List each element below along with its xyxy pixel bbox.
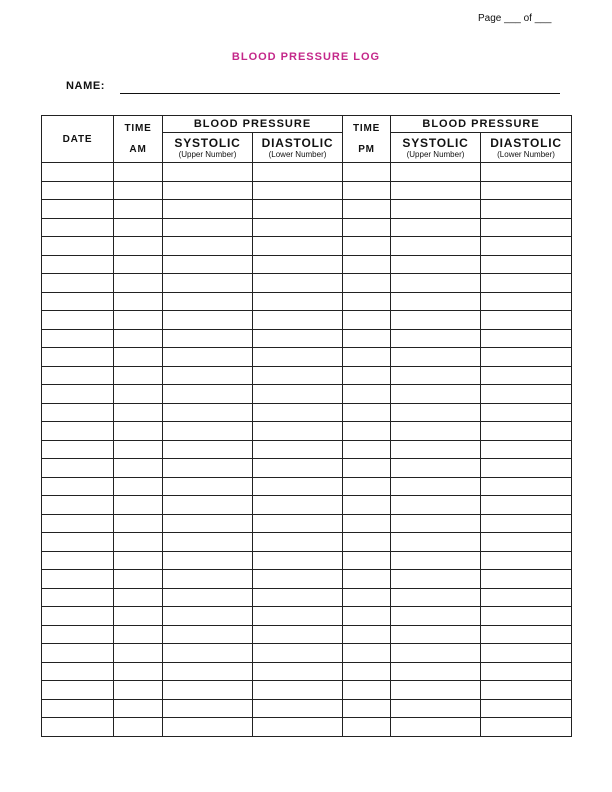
systolic-pm-cell[interactable]: [391, 422, 481, 441]
date-cell[interactable]: [42, 662, 114, 681]
diastolic-pm-cell[interactable]: [481, 681, 572, 700]
date-cell[interactable]: [42, 218, 114, 237]
table-row: [42, 514, 572, 533]
time-pm-cell[interactable]: [343, 311, 391, 330]
date-cell[interactable]: [42, 329, 114, 348]
diastolic-am-cell[interactable]: [253, 662, 343, 681]
date-cell[interactable]: [42, 311, 114, 330]
time-pm-cell[interactable]: [343, 662, 391, 681]
systolic-am-cell[interactable]: [163, 255, 253, 274]
systolic-am-cell[interactable]: [163, 588, 253, 607]
systolic-am-cell[interactable]: [163, 163, 253, 182]
date-cell[interactable]: [42, 607, 114, 626]
diastolic-am-cell[interactable]: [253, 292, 343, 311]
table-row: [42, 625, 572, 644]
time-pm-cell[interactable]: [343, 329, 391, 348]
table-row: [42, 699, 572, 718]
systolic-pm-cell[interactable]: [391, 514, 481, 533]
diastolic-am-cell[interactable]: [253, 422, 343, 441]
diastolic-pm-cell[interactable]: [481, 662, 572, 681]
table-row: [42, 181, 572, 200]
time-am-cell[interactable]: [114, 514, 163, 533]
date-cell[interactable]: [42, 496, 114, 515]
systolic-pm-cell[interactable]: [391, 255, 481, 274]
diastolic-am-cell[interactable]: [253, 200, 343, 219]
diastolic-am-cell[interactable]: [253, 718, 343, 737]
diastolic-pm-label: DIASTOLIC: [490, 135, 562, 150]
systolic-pm-cell[interactable]: [391, 237, 481, 256]
time-am-column-header: [114, 116, 163, 163]
diastolic-pm-cell[interactable]: [481, 218, 572, 237]
systolic-pm-cell[interactable]: [391, 681, 481, 700]
time-pm-cell[interactable]: [343, 255, 391, 274]
date-cell[interactable]: [42, 625, 114, 644]
systolic-am-cell[interactable]: [163, 644, 253, 663]
diastolic-pm-cell[interactable]: [481, 570, 572, 589]
diastolic-pm-cell[interactable]: [481, 237, 572, 256]
systolic-am-cell[interactable]: [163, 292, 253, 311]
systolic-pm-cell[interactable]: [391, 348, 481, 367]
diastolic-am-cell[interactable]: [253, 459, 343, 478]
systolic-pm-cell[interactable]: [391, 477, 481, 496]
diastolic-am-cell[interactable]: [253, 274, 343, 293]
date-cell[interactable]: [42, 366, 114, 385]
systolic-am-cell[interactable]: [163, 533, 253, 552]
time-pm-cell[interactable]: [343, 237, 391, 256]
diastolic-am-cell[interactable]: [253, 348, 343, 367]
systolic-pm-cell[interactable]: [391, 459, 481, 478]
systolic-pm-cell[interactable]: [391, 385, 481, 404]
date-cell[interactable]: [42, 274, 114, 293]
systolic-am-header: [163, 133, 253, 163]
systolic-am-cell[interactable]: [163, 718, 253, 737]
date-cell[interactable]: [42, 181, 114, 200]
time-am-cell[interactable]: [114, 570, 163, 589]
time-pm-cell[interactable]: [343, 348, 391, 367]
time-am-cell[interactable]: [114, 459, 163, 478]
table-row: [42, 570, 572, 589]
diastolic-am-cell[interactable]: [253, 625, 343, 644]
systolic-pm-header: [391, 133, 481, 163]
systolic-pm-cell[interactable]: [391, 403, 481, 422]
systolic-am-note: (Upper Number): [178, 149, 237, 159]
time-am-cell[interactable]: [114, 699, 163, 718]
diastolic-am-cell[interactable]: [253, 699, 343, 718]
diastolic-pm-cell[interactable]: [481, 366, 572, 385]
systolic-am-cell[interactable]: [163, 551, 253, 570]
diastolic-am-cell[interactable]: [253, 681, 343, 700]
systolic-pm-cell[interactable]: [391, 200, 481, 219]
time-pm-cell[interactable]: [343, 459, 391, 478]
systolic-am-cell[interactable]: [163, 440, 253, 459]
time-am-cell[interactable]: [114, 237, 163, 256]
systolic-am-cell[interactable]: [163, 570, 253, 589]
time-am-cell[interactable]: [114, 644, 163, 663]
systolic-pm-cell[interactable]: [391, 625, 481, 644]
time-pm-cell[interactable]: [343, 607, 391, 626]
time-am-cell[interactable]: [114, 551, 163, 570]
table-row: [42, 385, 572, 404]
time-pm-cell[interactable]: [343, 588, 391, 607]
date-cell[interactable]: [42, 255, 114, 274]
time-am-cell[interactable]: [114, 662, 163, 681]
diastolic-am-cell[interactable]: [253, 181, 343, 200]
table-row: [42, 218, 572, 237]
systolic-am-cell[interactable]: [163, 662, 253, 681]
time-pm-cell[interactable]: [343, 385, 391, 404]
date-cell[interactable]: [42, 570, 114, 589]
date-cell[interactable]: [42, 292, 114, 311]
time-pm-cell[interactable]: [343, 403, 391, 422]
table-row: [42, 533, 572, 552]
systolic-am-cell[interactable]: [163, 477, 253, 496]
table-row: [42, 237, 572, 256]
diastolic-am-cell[interactable]: [253, 403, 343, 422]
table-row: [42, 459, 572, 478]
diastolic-pm-note: (Lower Number): [497, 149, 555, 159]
date-cell[interactable]: [42, 551, 114, 570]
diastolic-pm-cell[interactable]: [481, 551, 572, 570]
diastolic-am-cell[interactable]: [253, 477, 343, 496]
systolic-pm-cell[interactable]: [391, 607, 481, 626]
time-am-cell[interactable]: [114, 348, 163, 367]
diastolic-pm-cell[interactable]: [481, 163, 572, 182]
time-pm-cell[interactable]: [343, 477, 391, 496]
time-am-cell[interactable]: [114, 477, 163, 496]
date-cell[interactable]: [42, 514, 114, 533]
table-row: [42, 422, 572, 441]
systolic-am-cell[interactable]: [163, 607, 253, 626]
page-title: BLOOD PRESSURE LOG: [231, 51, 381, 63]
time-am-header-top: TIME: [124, 122, 152, 134]
time-pm-cell[interactable]: [343, 181, 391, 200]
systolic-am-cell[interactable]: [163, 366, 253, 385]
systolic-pm-cell[interactable]: [391, 274, 481, 293]
table-row: [42, 200, 572, 219]
systolic-am-cell[interactable]: [163, 403, 253, 422]
time-pm-cell[interactable]: [343, 533, 391, 552]
time-am-cell[interactable]: [114, 292, 163, 311]
name-field-line[interactable]: [120, 93, 560, 94]
table-row: [42, 588, 572, 607]
systolic-am-cell[interactable]: [163, 274, 253, 293]
time-pm-cell[interactable]: [343, 292, 391, 311]
diastolic-pm-cell[interactable]: [481, 607, 572, 626]
time-pm-cell[interactable]: [343, 718, 391, 737]
time-pm-cell[interactable]: [343, 496, 391, 515]
diastolic-am-cell[interactable]: [253, 440, 343, 459]
bp-am-group-header: [163, 116, 343, 133]
diastolic-am-cell[interactable]: [253, 570, 343, 589]
diastolic-am-cell[interactable]: [253, 607, 343, 626]
diastolic-am-cell[interactable]: [253, 311, 343, 330]
diastolic-am-label: DIASTOLIC: [261, 135, 334, 150]
time-pm-cell[interactable]: [343, 699, 391, 718]
table-row: [42, 477, 572, 496]
date-column-header: [42, 116, 114, 163]
diastolic-pm-cell[interactable]: [481, 477, 572, 496]
date-cell[interactable]: [42, 348, 114, 367]
date-cell[interactable]: [42, 403, 114, 422]
table-row: [42, 274, 572, 293]
diastolic-am-cell[interactable]: [253, 218, 343, 237]
systolic-pm-cell[interactable]: [391, 163, 481, 182]
time-am-cell[interactable]: [114, 496, 163, 515]
diastolic-am-cell[interactable]: [253, 588, 343, 607]
date-cell[interactable]: [42, 459, 114, 478]
time-am-cell[interactable]: [114, 403, 163, 422]
diastolic-pm-cell[interactable]: [481, 625, 572, 644]
table-row: [42, 329, 572, 348]
systolic-am-cell[interactable]: [163, 385, 253, 404]
diastolic-am-header: [253, 133, 343, 163]
systolic-am-cell[interactable]: [163, 218, 253, 237]
time-am-cell[interactable]: [114, 385, 163, 404]
date-cell[interactable]: [42, 533, 114, 552]
diastolic-am-cell[interactable]: [253, 237, 343, 256]
date-cell[interactable]: [42, 718, 114, 737]
time-am-cell[interactable]: [114, 681, 163, 700]
diastolic-pm-cell[interactable]: [481, 292, 572, 311]
diastolic-pm-cell[interactable]: [481, 311, 572, 330]
diastolic-pm-cell[interactable]: [481, 255, 572, 274]
time-am-cell[interactable]: [114, 274, 163, 293]
diastolic-pm-cell[interactable]: [481, 496, 572, 515]
diastolic-am-cell[interactable]: [253, 496, 343, 515]
table-row: [42, 311, 572, 330]
time-pm-cell[interactable]: [343, 551, 391, 570]
systolic-pm-cell[interactable]: [391, 551, 481, 570]
time-am-cell[interactable]: [114, 366, 163, 385]
diastolic-am-note: (Lower Number): [268, 149, 327, 159]
diastolic-pm-cell[interactable]: [481, 533, 572, 552]
systolic-pm-cell[interactable]: [391, 496, 481, 515]
time-pm-cell[interactable]: [343, 366, 391, 385]
diastolic-pm-cell[interactable]: [481, 181, 572, 200]
table-row: [42, 662, 572, 681]
time-pm-cell[interactable]: [343, 422, 391, 441]
bp-pm-group-label: BLOOD PRESSURE: [422, 118, 540, 130]
time-am-cell[interactable]: [114, 607, 163, 626]
systolic-pm-cell[interactable]: [391, 718, 481, 737]
time-pm-cell[interactable]: [343, 681, 391, 700]
systolic-pm-cell[interactable]: [391, 218, 481, 237]
time-pm-column-header: [343, 116, 391, 163]
diastolic-pm-cell[interactable]: [481, 403, 572, 422]
diastolic-am-cell[interactable]: [253, 385, 343, 404]
time-pm-cell[interactable]: [343, 514, 391, 533]
diastolic-am-cell[interactable]: [253, 551, 343, 570]
systolic-am-cell[interactable]: [163, 311, 253, 330]
date-cell[interactable]: [42, 681, 114, 700]
table-row: [42, 607, 572, 626]
bp-pm-group-header: [391, 116, 572, 133]
time-pm-cell[interactable]: [343, 570, 391, 589]
systolic-am-cell[interactable]: [163, 459, 253, 478]
diastolic-pm-cell[interactable]: [481, 588, 572, 607]
systolic-pm-cell[interactable]: [391, 366, 481, 385]
blood-pressure-log-table: [41, 115, 572, 737]
time-am-cell[interactable]: [114, 200, 163, 219]
time-am-cell[interactable]: [114, 440, 163, 459]
diastolic-pm-cell[interactable]: [481, 274, 572, 293]
time-am-cell[interactable]: [114, 163, 163, 182]
systolic-pm-cell[interactable]: [391, 181, 481, 200]
time-pm-cell[interactable]: [343, 625, 391, 644]
diastolic-pm-cell[interactable]: [481, 699, 572, 718]
table-row: [42, 718, 572, 737]
systolic-pm-cell[interactable]: [391, 292, 481, 311]
time-pm-cell[interactable]: [343, 644, 391, 663]
date-cell[interactable]: [42, 422, 114, 441]
diastolic-pm-cell[interactable]: [481, 440, 572, 459]
time-pm-cell[interactable]: [343, 440, 391, 459]
table-row: [42, 163, 572, 182]
diastolic-pm-cell[interactable]: [481, 644, 572, 663]
systolic-pm-cell[interactable]: [391, 440, 481, 459]
date-cell[interactable]: [42, 699, 114, 718]
diastolic-pm-cell[interactable]: [481, 718, 572, 737]
date-cell[interactable]: [42, 200, 114, 219]
time-am-cell[interactable]: [114, 625, 163, 644]
systolic-am-cell[interactable]: [163, 181, 253, 200]
systolic-pm-cell[interactable]: [391, 329, 481, 348]
diastolic-am-cell[interactable]: [253, 533, 343, 552]
diastolic-am-cell[interactable]: [253, 255, 343, 274]
time-am-cell[interactable]: [114, 718, 163, 737]
time-am-header-bottom: AM: [129, 143, 147, 155]
systolic-am-cell[interactable]: [163, 496, 253, 515]
systolic-am-cell[interactable]: [163, 699, 253, 718]
time-pm-header-top: TIME: [352, 122, 381, 134]
systolic-am-cell[interactable]: [163, 237, 253, 256]
table-row: [42, 255, 572, 274]
time-am-cell[interactable]: [114, 181, 163, 200]
systolic-pm-cell[interactable]: [391, 588, 481, 607]
time-pm-header-bottom: PM: [358, 143, 375, 155]
systolic-pm-cell[interactable]: [391, 570, 481, 589]
time-am-cell[interactable]: [114, 422, 163, 441]
diastolic-pm-cell[interactable]: [481, 514, 572, 533]
table-row: [42, 348, 572, 367]
date-cell[interactable]: [42, 588, 114, 607]
time-pm-cell[interactable]: [343, 274, 391, 293]
diastolic-pm-cell[interactable]: [481, 329, 572, 348]
time-pm-cell[interactable]: [343, 163, 391, 182]
bp-am-group-label: BLOOD PRESSURE: [193, 118, 312, 130]
systolic-pm-cell[interactable]: [391, 662, 481, 681]
header-row-1: [42, 116, 572, 133]
table-row: [42, 366, 572, 385]
systolic-pm-note: (Upper Number): [406, 149, 465, 159]
diastolic-pm-cell[interactable]: [481, 348, 572, 367]
diastolic-pm-cell[interactable]: [481, 422, 572, 441]
table-row: [42, 403, 572, 422]
table-row: [42, 292, 572, 311]
systolic-pm-cell[interactable]: [391, 644, 481, 663]
diastolic-pm-header: [481, 133, 572, 163]
log-body: [42, 163, 572, 737]
table-row: [42, 496, 572, 515]
diastolic-am-cell[interactable]: [253, 329, 343, 348]
time-am-cell[interactable]: [114, 533, 163, 552]
systolic-am-cell[interactable]: [163, 200, 253, 219]
systolic-am-cell[interactable]: [163, 625, 253, 644]
date-cell[interactable]: [42, 163, 114, 182]
table-row: [42, 681, 572, 700]
diastolic-am-cell[interactable]: [253, 514, 343, 533]
time-pm-cell[interactable]: [343, 200, 391, 219]
systolic-am-cell[interactable]: [163, 514, 253, 533]
table-row: [42, 644, 572, 663]
diastolic-pm-cell[interactable]: [481, 459, 572, 478]
systolic-am-cell[interactable]: [163, 422, 253, 441]
date-cell[interactable]: [42, 644, 114, 663]
name-row: [66, 80, 560, 96]
diastolic-pm-cell[interactable]: [481, 385, 572, 404]
systolic-pm-cell[interactable]: [391, 533, 481, 552]
date-cell[interactable]: [42, 237, 114, 256]
systolic-pm-label: SYSTOLIC: [402, 135, 469, 150]
diastolic-am-cell[interactable]: [253, 366, 343, 385]
time-am-cell[interactable]: [114, 311, 163, 330]
date-cell[interactable]: [42, 477, 114, 496]
systolic-am-cell[interactable]: [163, 329, 253, 348]
date-cell[interactable]: [42, 440, 114, 459]
diastolic-am-cell[interactable]: [253, 644, 343, 663]
time-am-cell[interactable]: [114, 218, 163, 237]
table-row: [42, 440, 572, 459]
systolic-am-cell[interactable]: [163, 348, 253, 367]
time-am-cell[interactable]: [114, 588, 163, 607]
page-number-label: Page ___ of ___: [478, 13, 552, 24]
table-row: [42, 551, 572, 570]
date-cell[interactable]: [42, 385, 114, 404]
systolic-am-label: SYSTOLIC: [174, 135, 241, 150]
time-am-cell[interactable]: [114, 329, 163, 348]
systolic-am-cell[interactable]: [163, 681, 253, 700]
name-label: NAME:: [66, 80, 106, 92]
systolic-pm-cell[interactable]: [391, 311, 481, 330]
diastolic-am-cell[interactable]: [253, 163, 343, 182]
time-pm-cell[interactable]: [343, 218, 391, 237]
date-header-label: DATE: [62, 133, 93, 145]
time-am-cell[interactable]: [114, 255, 163, 274]
diastolic-pm-cell[interactable]: [481, 200, 572, 219]
systolic-pm-cell[interactable]: [391, 699, 481, 718]
